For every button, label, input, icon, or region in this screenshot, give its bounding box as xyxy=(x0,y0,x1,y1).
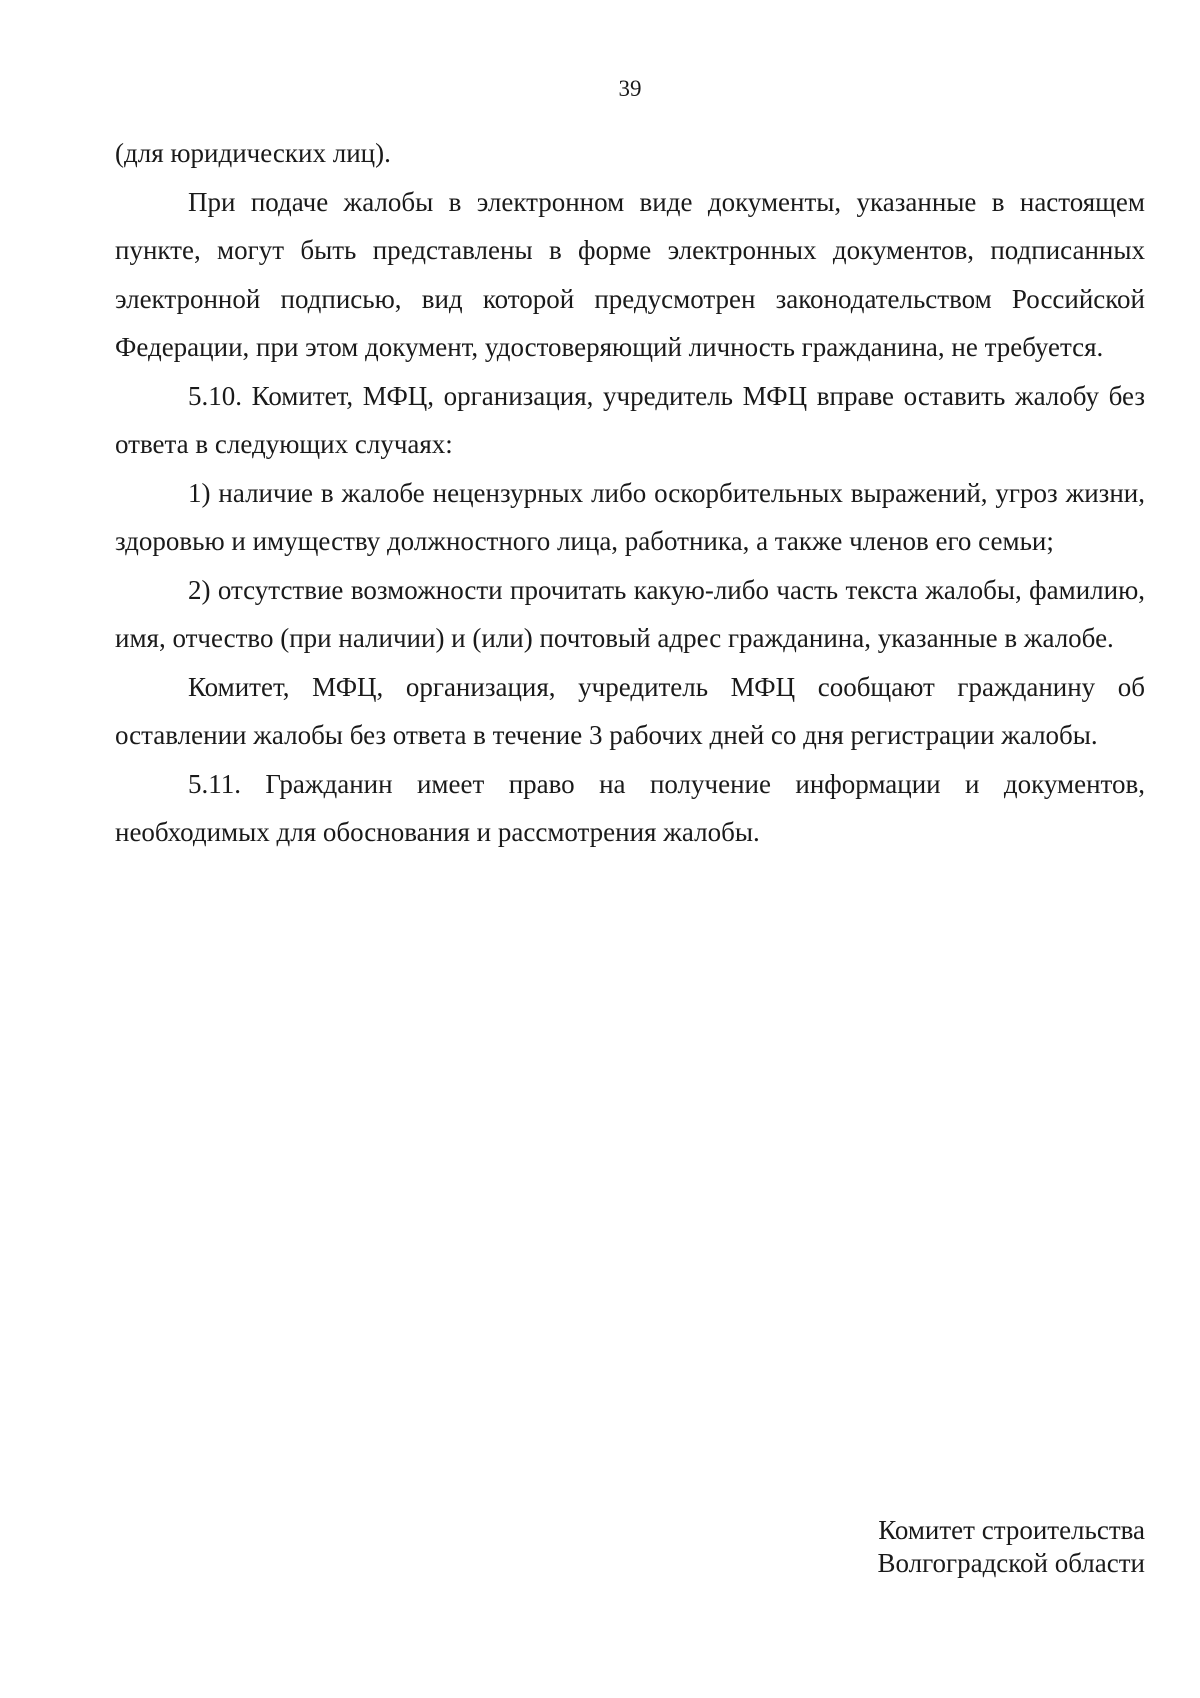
signature-line-2: Волгоградской области xyxy=(877,1548,1145,1578)
paragraph-case-2: 2) отсутствие возможности прочитать какую-либо часть текста жалобы, фамилию, имя, отчество (при наличии) и (или) почтовый адрес гражданина, указанные в жалобе. xyxy=(115,574,1145,653)
signature-line-1: Комитет строительства xyxy=(878,1515,1145,1545)
paragraph-electronic-submission: При подаче жалобы в электронном виде документы, указанные в настоящем пункте, могут быть представлены в форме электронных документов, подписанных электронной подписью, вид которой предусмотрен законодательством Российской Федерации, при этом документ, удостоверяющий личность гражданина, не требуется. xyxy=(115,186,1145,362)
paragraph-clause-5-10: 5.10. Комитет, МФЦ, организация, учредитель МФЦ вправе оставить жалобу без ответа в следующих случаях: xyxy=(115,380,1145,459)
paragraph-continuation: (для юридических лиц). xyxy=(115,138,391,168)
paragraph-case-1: 1) наличие в жалобе нецензурных либо оскорбительных выражений, угроз жизни, здоровью и имуществу должностного лица, работника, а также членов его семьи; xyxy=(115,477,1145,556)
signature-block xyxy=(760,1514,1145,1580)
paragraph-clause-5-11: 5.11. Гражданин имеет право на получение информации и документов, необходимых для обоснования и рассмотрения жалобы. xyxy=(115,768,1145,847)
paragraph-notification: Комитет, МФЦ, организация, учредитель МФЦ сообщают гражданину об оставлении жалобы без ответа в течение 3 рабочих дней со дня регистрации жалобы. xyxy=(115,671,1145,750)
document-body xyxy=(115,129,1145,857)
page-number: 39 xyxy=(618,76,642,101)
